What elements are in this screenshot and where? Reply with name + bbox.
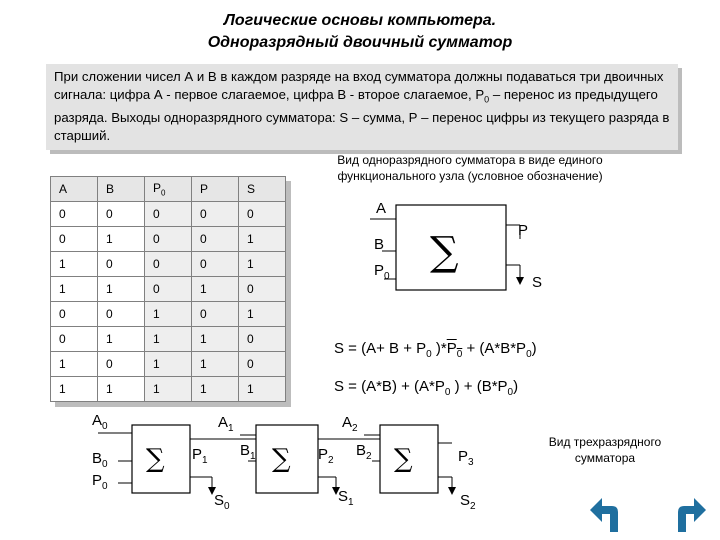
label-a1-main: A <box>218 414 229 431</box>
cell: 1 <box>98 377 145 402</box>
cell: 0 <box>239 277 286 302</box>
formula-1-bar: P <box>446 340 457 357</box>
intro-subscript: 0 <box>484 94 490 105</box>
truth-table-header <box>51 177 286 202</box>
table-row <box>51 352 286 377</box>
header-s: S <box>239 177 286 202</box>
label-a: A <box>376 200 387 217</box>
table-row <box>51 277 286 302</box>
label-b1 <box>240 442 256 462</box>
label-p0-sub: 0 <box>102 481 108 492</box>
label-p0-main: P <box>92 472 103 489</box>
slide-title <box>0 10 720 54</box>
cell: 1 <box>239 252 286 277</box>
cell: 0 <box>145 277 192 302</box>
cell: 0 <box>239 202 286 227</box>
label-a2-sub: 2 <box>352 423 358 434</box>
label-s1-sub: 1 <box>348 497 354 508</box>
return-arrow-icon <box>590 498 618 532</box>
label-p0-sub: 0 <box>384 271 390 282</box>
label-p3 <box>458 448 474 468</box>
arrow-head-icon <box>516 277 524 285</box>
cell: 0 <box>98 352 145 377</box>
label-s2-sub: 2 <box>470 501 476 512</box>
cell: 0 <box>192 302 239 327</box>
title-line-2: Одноразрядный двоичный сумматор <box>207 34 513 51</box>
table-row <box>51 252 286 277</box>
formula-1-sub-a: 0 <box>426 349 432 360</box>
label-s2 <box>460 492 476 512</box>
cell: 0 <box>145 227 192 252</box>
label-b2-sub: 2 <box>366 451 372 462</box>
label-s0-main: S <box>214 492 225 509</box>
cell: 0 <box>192 227 239 252</box>
header-p0-sub: 0 <box>161 188 166 198</box>
label-p3-sub: 3 <box>468 457 474 468</box>
cell: 0 <box>51 327 98 352</box>
cell: 1 <box>51 377 98 402</box>
label-b0-sub: 0 <box>102 459 108 470</box>
label-b2 <box>356 442 372 462</box>
label-s0 <box>214 492 230 512</box>
cell: 1 <box>98 227 145 252</box>
table-row <box>51 227 286 252</box>
truth-table <box>50 176 286 402</box>
label-a1 <box>218 414 234 434</box>
formula-2-part-b: ) + (B*P <box>450 378 508 395</box>
formula-2-sub-b: 0 <box>507 387 514 398</box>
cell: 1 <box>192 327 239 352</box>
label-a2 <box>342 414 358 434</box>
label-b0 <box>92 450 108 470</box>
cell: 0 <box>51 302 98 327</box>
label-p0-main: P <box>374 262 385 279</box>
cell: 1 <box>239 377 286 402</box>
forward-arrow-icon <box>678 498 706 532</box>
back-button[interactable] <box>588 494 628 534</box>
cell: 0 <box>192 252 239 277</box>
label-p2-main: P <box>318 446 329 463</box>
label-p3-main: P <box>458 448 469 465</box>
cell: 0 <box>98 202 145 227</box>
cell: 0 <box>98 302 145 327</box>
formula-1-sub-c: 0 <box>526 349 532 360</box>
label-p0 <box>374 262 390 282</box>
formula-1-part-a: S = (A+ B + P <box>334 340 427 357</box>
formula-2-part-c: ) <box>513 378 519 395</box>
cell: 1 <box>145 377 192 402</box>
cell: 1 <box>192 352 239 377</box>
table-row <box>51 202 286 227</box>
sigma-symbol: ∑ <box>430 229 459 275</box>
cell: 1 <box>239 302 286 327</box>
header-a: А <box>51 177 98 202</box>
label-p2-sub: 2 <box>328 455 334 466</box>
intro-text-box <box>46 64 678 150</box>
formula-1 <box>334 340 537 360</box>
label-b2-main: B <box>356 442 367 459</box>
cell: 0 <box>51 227 98 252</box>
formula-2-sub-a: 0 <box>444 387 451 398</box>
label-s2-main: S <box>460 492 471 509</box>
label-s1 <box>338 488 354 508</box>
table-row <box>51 377 286 402</box>
single-adder-caption: Вид одноразрядного сумматора в виде единого функционального узла (условное обозначение) <box>337 153 603 183</box>
label-out-s: S <box>532 274 543 291</box>
cell: 1 <box>192 277 239 302</box>
formula-1-part-c: + (A*B*P <box>462 340 527 357</box>
label-b1-main: B <box>240 442 251 459</box>
intro-text-part-1: При сложении чисел А и В в каждом разряде на вход сумматора должны подаваться три двоичных сигнала: цифра А - первое слагаемое, цифра В - второе слагаемое, Р <box>54 69 664 102</box>
label-a1-sub: 1 <box>228 423 234 434</box>
formula-1-part-d: ) <box>531 340 537 357</box>
cell: 0 <box>239 327 286 352</box>
formula-1-overline <box>446 340 463 360</box>
table-row <box>51 302 286 327</box>
label-b0-main: B <box>92 450 103 467</box>
cell: 0 <box>239 352 286 377</box>
cell: 1 <box>98 327 145 352</box>
header-b: В <box>98 177 145 202</box>
cell: 1 <box>51 252 98 277</box>
label-p1 <box>192 446 208 466</box>
sigma-symbol: ∑ <box>394 444 413 474</box>
label-a0-sub: 0 <box>102 421 108 432</box>
label-p0 <box>92 472 108 492</box>
table-row <box>51 327 286 352</box>
single-adder-diagram <box>360 195 560 305</box>
header-p: P <box>192 177 239 202</box>
label-p1-sub: 1 <box>202 455 208 466</box>
label-p2 <box>318 446 334 466</box>
label-a0-main: A <box>92 412 103 429</box>
label-s0-sub: 0 <box>224 501 230 512</box>
cell: 0 <box>145 202 192 227</box>
arrow-head-icon <box>448 487 456 495</box>
cell: 1 <box>98 277 145 302</box>
formula-2 <box>334 378 518 398</box>
forward-button[interactable] <box>668 494 708 534</box>
label-a2-main: A <box>342 414 353 431</box>
formula-2-part-a: S = (A*B) + (A*P <box>334 378 445 395</box>
cell: 0 <box>51 202 98 227</box>
label-out-p: P <box>518 222 529 239</box>
cell: 0 <box>98 252 145 277</box>
label-s1-main: S <box>338 488 349 505</box>
cell: 0 <box>145 252 192 277</box>
cell: 1 <box>192 377 239 402</box>
formula-1-bar-sub: 0 <box>456 349 463 360</box>
cell: 1 <box>51 277 98 302</box>
label-p1-main: P <box>192 446 203 463</box>
label-b1-sub: 1 <box>250 451 256 462</box>
title-line-1: Логические основы компьютера. <box>223 12 497 29</box>
cell: 1 <box>145 352 192 377</box>
header-p0: $P_0$ <box>145 177 192 202</box>
cell: 0 <box>192 202 239 227</box>
label-b: B <box>374 236 385 253</box>
three-bit-adder-diagram <box>80 405 500 535</box>
three-bit-adder-caption: Вид трехразрядного сумматора <box>548 435 662 465</box>
intro-text-part-2: – перенос из предыдущего разряда. Выходы одноразрядного сумматора: S – сумма, Р – перенос цифры из текущего разряда в старший. <box>54 87 670 143</box>
formula-1-part-b: )* <box>431 340 447 357</box>
cell: 1 <box>239 227 286 252</box>
cell: 1 <box>51 352 98 377</box>
cell: 1 <box>145 327 192 352</box>
sigma-symbol: ∑ <box>272 444 291 474</box>
cell: 1 <box>145 302 192 327</box>
sigma-symbol: ∑ <box>146 444 165 474</box>
label-a0 <box>92 412 108 432</box>
